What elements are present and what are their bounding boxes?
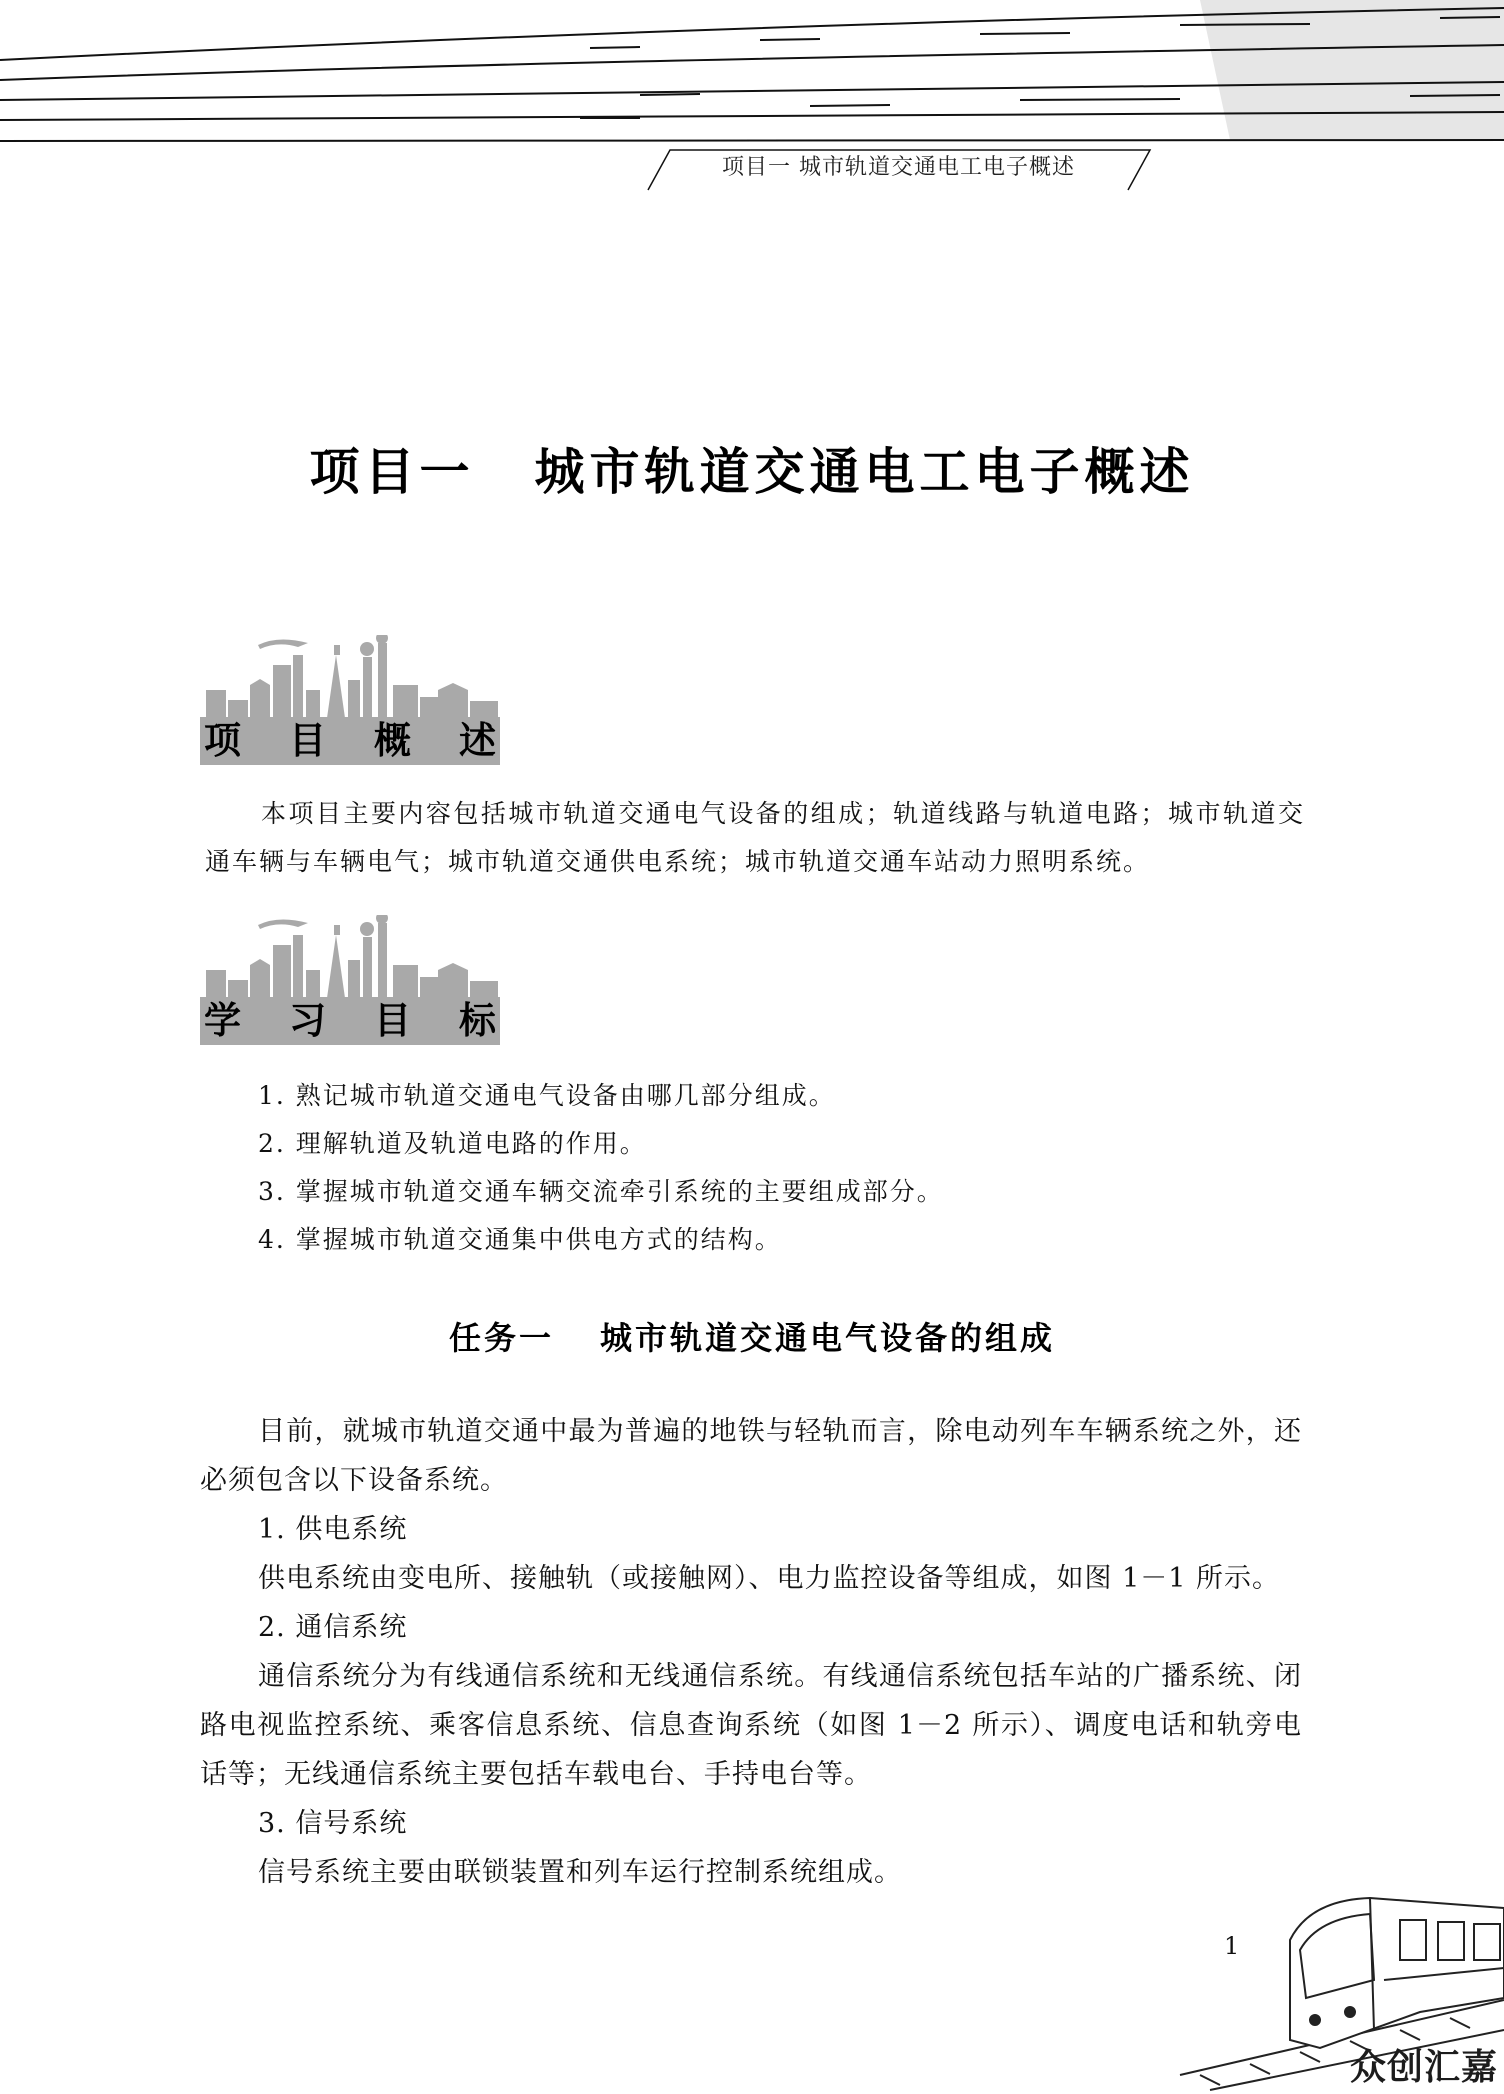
list-item: 2. 理解轨道及轨道电路的作用。 xyxy=(258,1129,647,1158)
list-item: 3. 掌握城市轨道交通车辆交流牵引系统的主要组成部分。 xyxy=(258,1177,944,1206)
intro-paragraph: 目前，就城市轨道交通中最为普遍的地铁与轻轨而言，除电动列车车辆系统之外，还必须包含以下设备系统。 xyxy=(200,1416,1302,1496)
power-paragraph: 供电系统由变电所、接触轨（或接触网）、电力监控设备等组成，如图 1－1 所示。 xyxy=(258,1563,1281,1594)
task-title xyxy=(0,1313,1504,1359)
overview-text: 本项目主要内容包括城市轨道交通电气设备的组成；轨道线路与轨道电路；城市轨道交通车辆与车辆电气；城市轨道交通供电系统；城市轨道交通车站动力照明系统。 xyxy=(205,799,1305,876)
heading-char: 概 xyxy=(374,719,411,762)
task-title-text: 城市轨道交通电气设备的组成 xyxy=(600,1319,1056,1357)
heading-char: 目 xyxy=(374,999,411,1042)
overview-heading xyxy=(200,717,500,765)
task-number: 任务一 xyxy=(448,1319,554,1357)
subheading-communication: 2. 通信系统 xyxy=(258,1612,408,1643)
signal-paragraph: 信号系统主要由联锁装置和列车运行控制系统组成。 xyxy=(258,1857,902,1888)
list-item: 1. 熟记城市轨道交通电气设备由哪几部分组成。 xyxy=(258,1081,836,1110)
heading-char: 学 xyxy=(204,999,241,1042)
heading-char: 习 xyxy=(289,999,326,1042)
factory-skyline-icon xyxy=(198,915,503,1005)
watermark: 众创汇嘉 xyxy=(1349,2047,1498,2088)
chapter-title xyxy=(0,432,1504,504)
communication-paragraph: 通信系统分为有线通信系统和无线通信系统。有线通信系统包括车站的广播系统、闭路电视监控系统、乘客信息系统、信息查询系统（如图 1－2 所示）、调度电话和轨旁电话等；无线通信系统主要包括车载电台、手持电台等。 xyxy=(200,1661,1302,1790)
heading-char: 项 xyxy=(204,719,241,762)
objectives-heading-badge xyxy=(198,915,503,1045)
page-number: 1 xyxy=(1224,1932,1240,1960)
overview-heading-badge xyxy=(198,635,503,765)
subheading-power: 1. 供电系统 xyxy=(258,1514,408,1545)
heading-char: 标 xyxy=(459,999,496,1042)
factory-skyline-icon xyxy=(198,635,503,725)
body-text xyxy=(200,1407,1302,1897)
objectives-list xyxy=(258,1072,944,1264)
objectives-heading xyxy=(200,997,500,1045)
subheading-signal: 3. 信号系统 xyxy=(258,1808,408,1839)
heading-char: 述 xyxy=(459,719,496,762)
list-item: 4. 掌握城市轨道交通集中供电方式的结构。 xyxy=(258,1225,782,1254)
chapter-title-text: 城市轨道交通电工电子概述 xyxy=(534,443,1195,501)
running-head: 项目一 城市轨道交通电工电子概述 xyxy=(722,155,1075,180)
chapter-number: 项目一 xyxy=(309,443,475,501)
heading-char: 目 xyxy=(289,719,326,762)
